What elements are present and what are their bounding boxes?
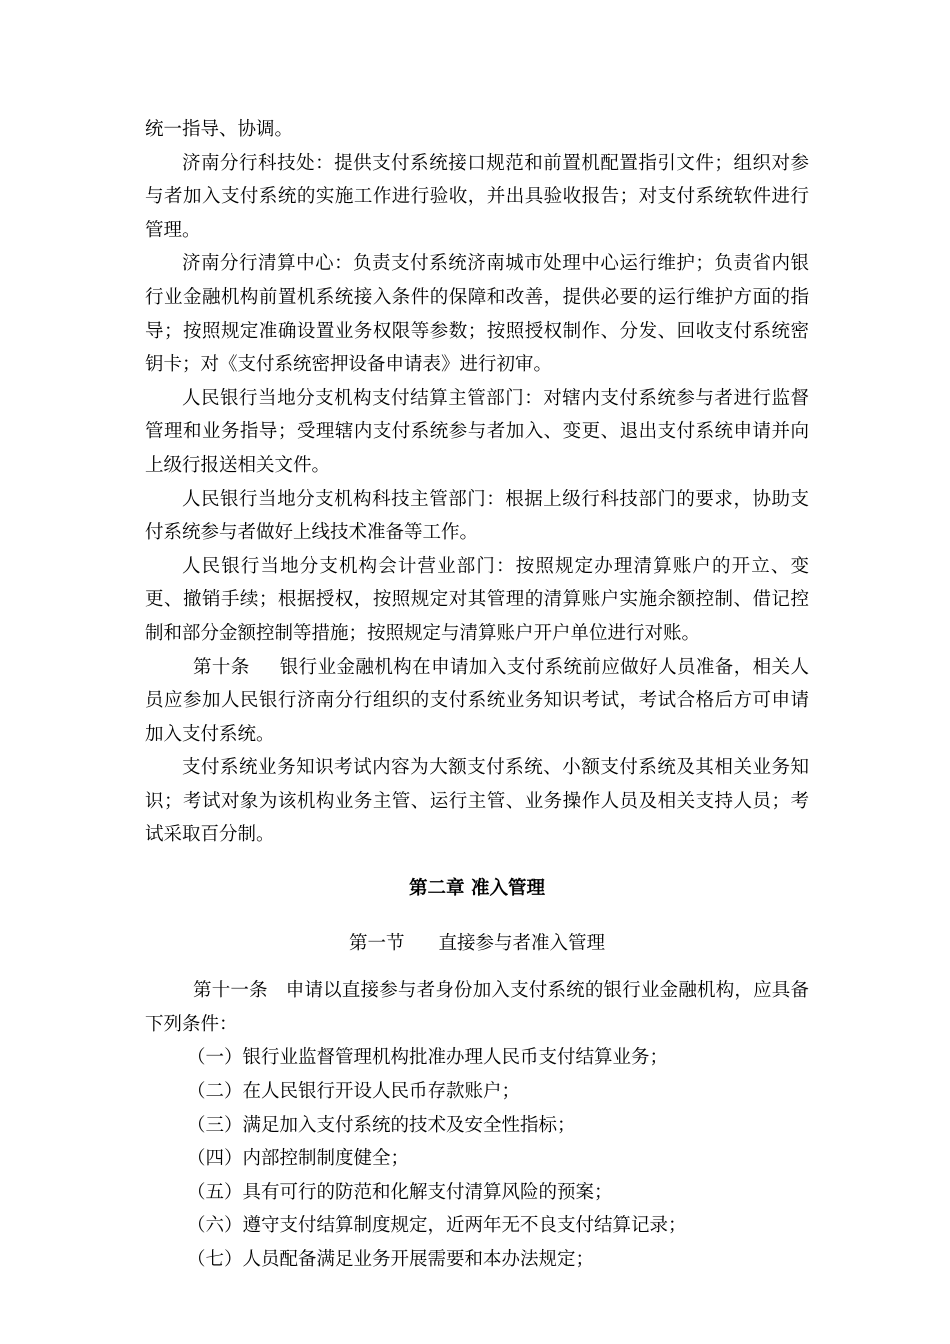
- condition-item: （一）银行业监督管理机构批准办理人民币支付结算业务；: [187, 1047, 669, 1069]
- paragraph-settlement-department: 人民银行当地分支机构支付结算主管部门：对辖内支付系统参与者进行监督管理和业务指导；受理辖内支付系统参与者加入、变更、退出支付系统申请并向上级行报送相关文件。: [145, 387, 809, 476]
- article-10-text: 银行业金融机构在申请加入支付系统前应做好人员准备，相关人员应参加人民银行济南分行组织的支付系统业务知识考试，考试合格后方可申请加入支付系统。: [145, 656, 809, 745]
- paragraph-exam: 支付系统业务知识考试内容为大额支付系统、小额支付系统及其相关业务知识；考试对象为该机构业务主管、运行主管、业务操作人员及相关支持人员；考试采取百分制。: [145, 757, 809, 846]
- article-10: [145, 651, 809, 752]
- article-11-number: 第十一条: [193, 980, 268, 1002]
- paragraph-accounting-department: 人民银行当地分支机构会计营业部门：按照规定办理清算账户的开立、变更、撤销手续；根据授权，按照规定对其管理的清算账户实施余额控制、借记控制和部分金额控制等措施；按照规定与清算账户开户单位进行对账。: [145, 555, 809, 644]
- condition-item: （四）内部控制制度健全；: [187, 1148, 410, 1170]
- condition-item: （七）人员配备满足业务开展需要和本办法规定；: [187, 1249, 595, 1270]
- paragraph-continuation: 统一指导、协调。: [145, 119, 294, 140]
- paragraph-clearing-center: 济南分行清算中心：负责支付系统济南城市处理中心运行维护；负责省内银行业金融机构前置机系统接入条件的保障和改善，提供必要的运行维护方面的指导；按照规定准确设置业务权限等参数；按照授权制作、分发、回收支付系统密钥卡；对《支付系统密押设备申请表》进行初审。: [145, 253, 809, 376]
- condition-item: （五）具有可行的防范和化解支付清算风险的预案；: [187, 1181, 613, 1203]
- condition-item: （三）满足加入支付系统的技术及安全性指标；: [187, 1114, 576, 1136]
- condition-item: （六）遵守支付结算制度规定，近两年无不良支付结算记录；: [187, 1215, 687, 1237]
- article-11-text: 申请以直接参与者身份加入支付系统的银行业金融机构，应具备下列条件：: [145, 980, 809, 1035]
- section-heading: [145, 927, 809, 961]
- chapter-title: 第二章 准入管理: [409, 878, 545, 900]
- section-title: 直接参与者准入管理: [438, 932, 606, 954]
- paragraph-local-tech-department: 人民银行当地分支机构科技主管部门：根据上级行科技部门的要求，协助支付系统参与者做好上线技术准备等工作。: [145, 488, 809, 544]
- article-11: [145, 974, 809, 1041]
- document-body: [145, 113, 809, 1277]
- article-10-number: 第十条: [193, 656, 250, 678]
- paragraph-tech-department: 济南分行科技处：提供支付系统接口规范和前置机配置指引文件；组织对参与者加入支付系统的实施工作进行验收，并出具验收报告；对支付系统软件进行管理。: [145, 152, 809, 241]
- condition-item: （二）在人民银行开设人民币存款账户；: [187, 1081, 521, 1103]
- section-number: 第一节: [348, 932, 405, 954]
